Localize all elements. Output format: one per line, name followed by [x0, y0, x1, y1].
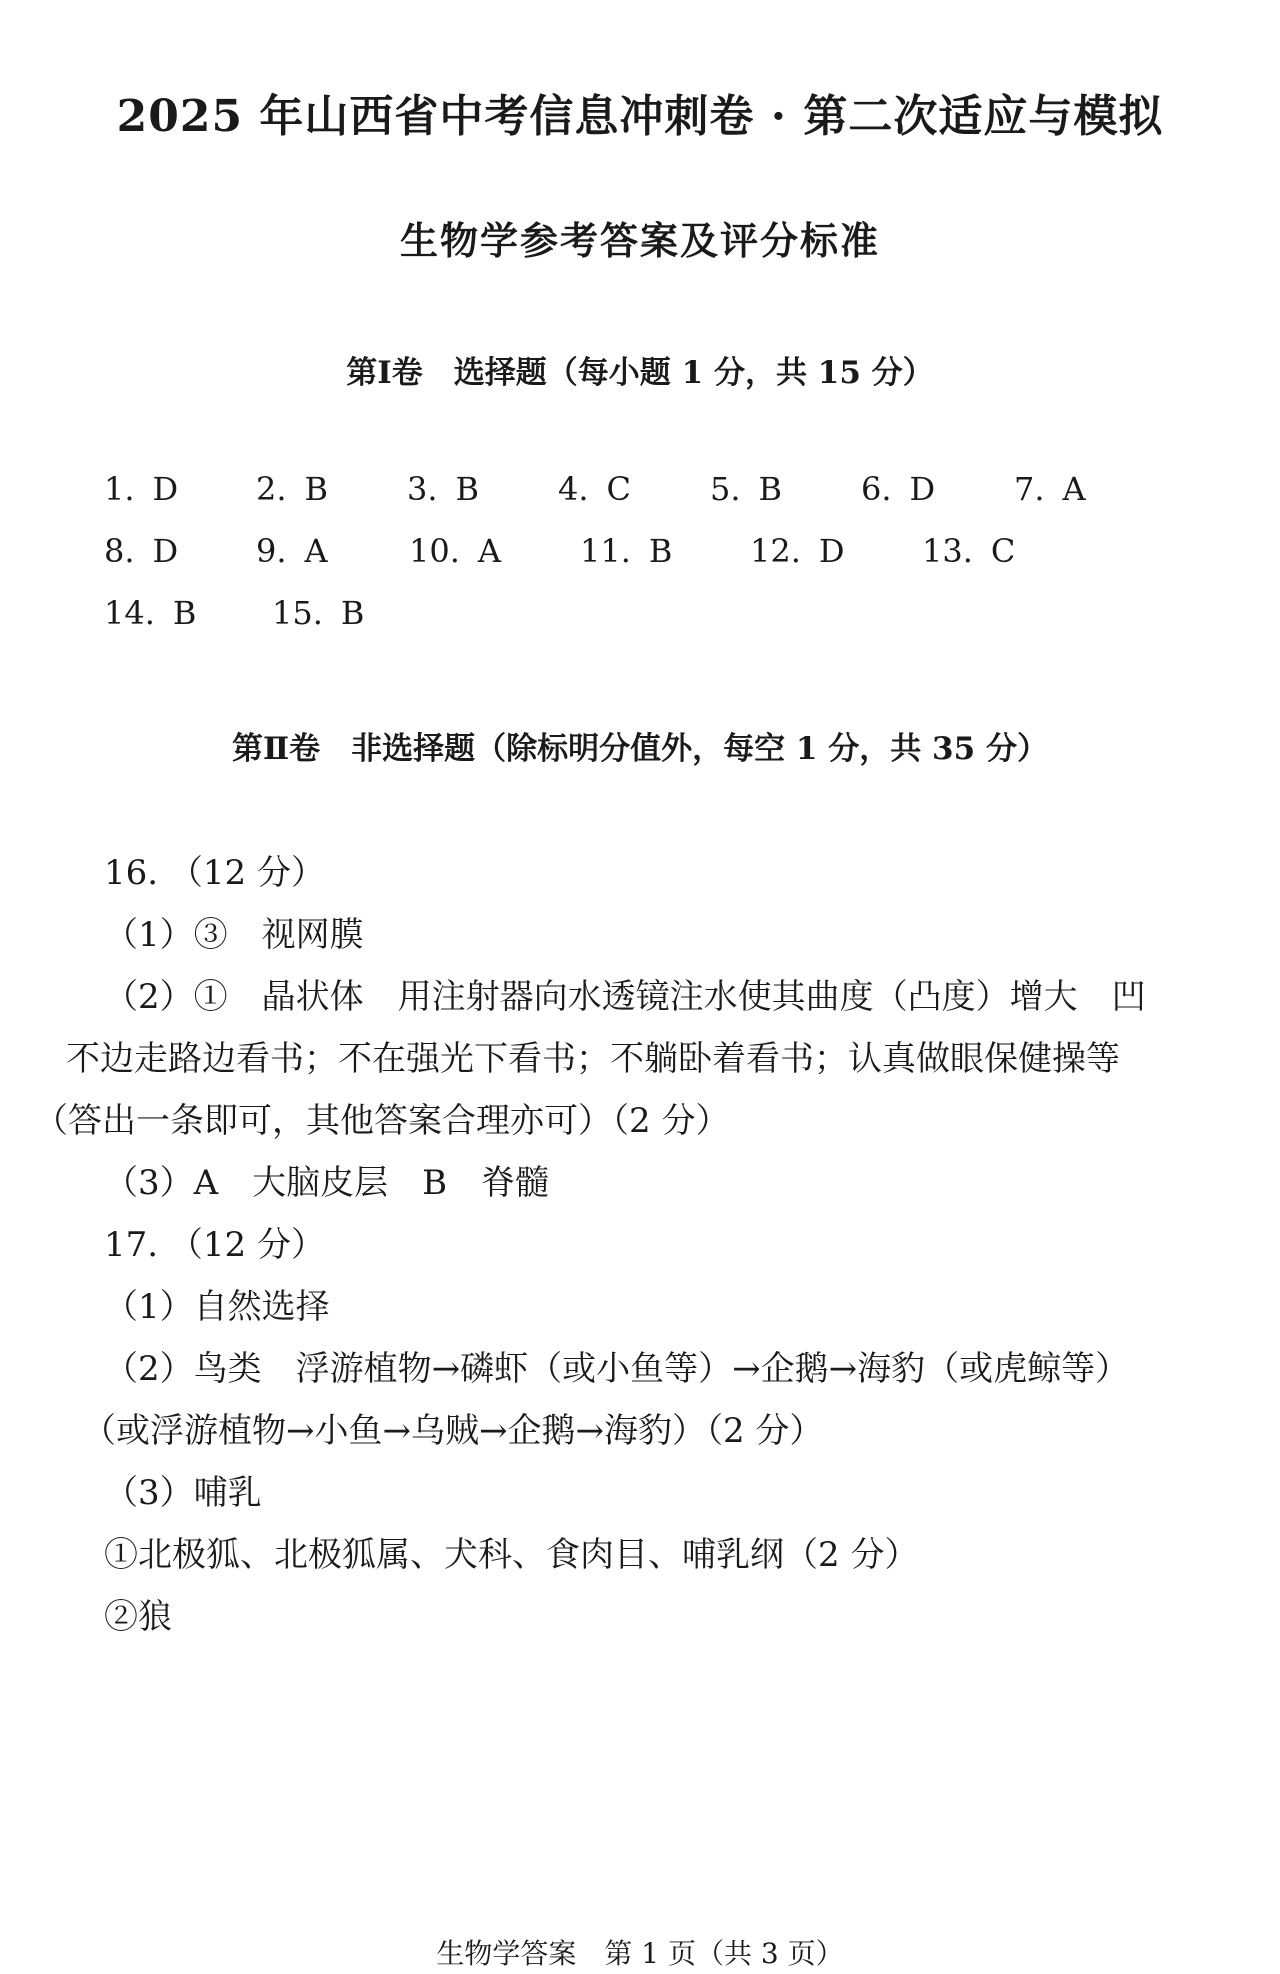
answer-letter: A [1062, 470, 1086, 508]
page-footer: 生物学答案 第 1 页（共 3 页） [436, 1937, 844, 1970]
q16-part2-line1: （2）① 晶状体 用注射器向水透镜注水使其曲度（凸度）增大 凹 [104, 977, 1146, 1017]
answer-item [104, 470, 178, 508]
q17-part2-line1: （2）鸟类 浮游植物→磷虾（或小鱼等）→企鹅→海豹（或虎鲸等） [104, 1349, 1130, 1389]
answer-letter: B [172, 594, 197, 632]
answer-letter: D [818, 532, 845, 570]
answer-number: 12. [750, 532, 801, 570]
answer-item [750, 532, 845, 570]
answer-number: 13. [922, 532, 973, 570]
q16-part2-line3: （答出一条即可，其他答案合理亦可）（2 分） [34, 1101, 730, 1141]
answer-number: 15. [272, 594, 323, 632]
answer-number: 4. [558, 470, 589, 508]
q16-header: 16. （12 分） [104, 853, 325, 893]
answer-item [1014, 470, 1086, 508]
answer-letter: B [340, 594, 365, 632]
answer-item [710, 470, 782, 508]
answer-letter: B [648, 532, 673, 570]
answer-letter: A [477, 532, 501, 570]
section1-heading: 第Ⅰ卷 选择题（每小题 1 分，共 15 分） [346, 355, 934, 391]
answer-item [409, 532, 501, 570]
answer-number: 5. [710, 470, 741, 508]
answer-letter: D [909, 470, 936, 508]
answer-item [580, 532, 672, 570]
q17-part1: （1）自然选择 [104, 1287, 330, 1327]
q16-part3: （3）A 大脑皮层 B 脊髓 [104, 1163, 550, 1203]
q17-part3-a: ①北极狐、北极狐属、犬科、食肉目、哺乳纲（2 分） [104, 1535, 919, 1575]
answer-item [861, 470, 935, 508]
q16-part2-line2: 不边走路边看书；不在强光下看书；不躺卧着看书；认真做眼保健操等 [66, 1039, 1120, 1079]
answer-number: 7. [1014, 470, 1045, 508]
answer-letter: C [606, 470, 632, 508]
answer-item [272, 594, 364, 632]
answer-number: 1. [104, 470, 135, 508]
answer-row [104, 594, 1224, 656]
answer-row [104, 532, 1224, 594]
answer-letter: C [990, 532, 1016, 570]
answer-number: 10. [409, 532, 460, 570]
answer-number: 8. [104, 532, 135, 570]
answer-letter: B [455, 470, 480, 508]
answer-number: 14. [104, 594, 155, 632]
answer-number: 2. [256, 470, 287, 508]
answer-row [104, 470, 1224, 532]
answer-item [256, 470, 328, 508]
answer-letter: A [304, 532, 328, 570]
page-title: 2025 年山西省中考信息冲刺卷 · 第二次适应与模拟 [116, 91, 1164, 142]
answer-item [558, 470, 631, 508]
q17-header: 17. （12 分） [104, 1225, 325, 1265]
answer-item [407, 470, 479, 508]
answer-item [104, 532, 178, 570]
answer-number: 3. [407, 470, 438, 508]
q17-part3-b: ②狼 [104, 1597, 172, 1637]
q16-part1: （1）③ 视网膜 [104, 915, 364, 955]
answer-letter: D [152, 532, 179, 570]
q17-part3: （3）哺乳 [104, 1473, 262, 1513]
answer-item [104, 594, 196, 632]
answer-letter: B [304, 470, 329, 508]
page-subtitle: 生物学参考答案及评分标准 [399, 218, 880, 263]
answer-item [256, 532, 328, 570]
answer-letter: B [758, 470, 783, 508]
answer-item [922, 532, 1015, 570]
q17-part2-line2: （或浮游植物→小鱼→乌贼→企鹅→海豹）（2 分） [82, 1411, 824, 1451]
answer-grid [104, 470, 1224, 656]
answer-number: 9. [256, 532, 287, 570]
section2-heading: 第Ⅱ卷 非选择题（除标明分值外，每空 1 分，共 35 分） [231, 731, 1048, 767]
answer-number: 6. [861, 470, 892, 508]
answer-letter: D [152, 470, 179, 508]
answer-number: 11. [580, 532, 631, 570]
